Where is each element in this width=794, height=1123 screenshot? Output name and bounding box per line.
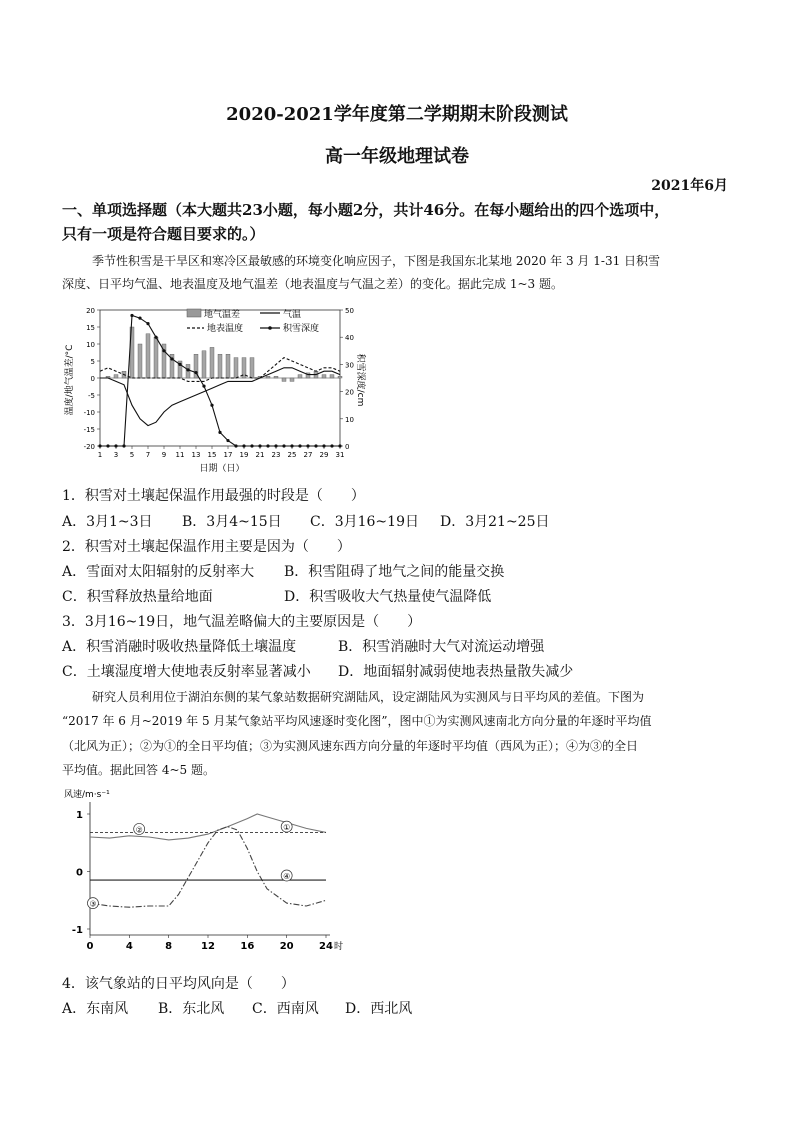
chart1-xtick-label: 27 xyxy=(303,451,313,459)
q1-option-a[interactable]: A．3月1~3日 xyxy=(62,514,153,530)
section-heading-line2: 只有一项是符合题目要求的。） xyxy=(62,225,265,243)
chart1-y2tick-label: 30 xyxy=(345,361,354,370)
q2-option-d[interactable]: D．积雪吸收大气热量使气温降低 xyxy=(284,589,492,605)
legend-diff: 地气温差 xyxy=(204,310,241,320)
snow-depth-point xyxy=(210,404,213,407)
q3-option-d[interactable]: D．地面辐射减弱使地表热量散失减少 xyxy=(338,664,574,680)
snow-depth-point xyxy=(290,444,293,447)
snow-depth-point xyxy=(106,444,109,447)
snow-depth-point xyxy=(314,444,317,447)
snow-depth-point xyxy=(170,357,173,360)
chart1-xtick-label: 7 xyxy=(145,451,151,459)
diff-bar xyxy=(114,375,118,378)
snow-depth-point xyxy=(146,322,149,325)
legend-snow-marker xyxy=(268,326,272,330)
q4-option-a[interactable]: A．东南风 xyxy=(62,1001,129,1017)
snow-depth-point xyxy=(322,444,325,447)
passage2-line3: （北风为正）；②为①的全日平均值；③为实测风速东西方向分量的年逐时平均值（西风为正）；④为③的全日 xyxy=(62,739,639,753)
snow-depth-point xyxy=(338,444,341,447)
diff-bar xyxy=(282,378,286,381)
diff-bar xyxy=(226,354,230,378)
chart1-y2tick-label: 10 xyxy=(345,415,354,424)
chart1-xtick-label: 13 xyxy=(191,451,201,459)
wind-series-label: ③ xyxy=(89,899,97,909)
snow-depth-point xyxy=(114,444,117,447)
page-subtitle: 高一年级地理试卷 xyxy=(325,146,469,167)
q2-option-a[interactable]: A．雪面对太阳辐射的反射率大 xyxy=(62,564,255,580)
chart2-ylabel: 风速/m·s⁻¹ xyxy=(64,790,110,800)
snow-depth-point xyxy=(258,444,261,447)
snow-depth-point xyxy=(202,385,205,388)
diff-bar xyxy=(298,375,302,378)
chart1-y2tick-label: 20 xyxy=(345,388,354,397)
chart1-xtick-label: 9 xyxy=(161,451,167,459)
snow-depth-point xyxy=(162,349,165,352)
chart1-xtick-label: 17 xyxy=(223,451,233,459)
q4-option-b[interactable]: B．东北风 xyxy=(158,1001,225,1017)
chart1-xtick-label: 25 xyxy=(287,451,297,459)
snow-depth-point xyxy=(194,371,197,374)
diff-bar xyxy=(274,376,278,378)
chart1-xtick-label: 19 xyxy=(239,451,249,459)
chart2-xtick-label: 24 xyxy=(319,941,333,952)
exam-date: 2021年6月 xyxy=(651,178,728,194)
chart1-ytick-label: -5 xyxy=(88,392,95,400)
page-title: 2020-2021学年度第二学期期末阶段测试 xyxy=(226,104,568,125)
snow-depth-point xyxy=(274,444,277,447)
chart1-ytick-label: -20 xyxy=(83,443,95,451)
q2-option-b[interactable]: B．积雪阻碍了地气之间的能量交换 xyxy=(284,564,505,580)
snow-depth-point xyxy=(242,444,245,447)
question-2-stem: 2．积雪对土壤起保温作用主要是因为（ ） xyxy=(62,539,351,555)
diff-bar xyxy=(202,351,206,378)
diff-bar xyxy=(322,375,326,378)
chart1-y2tick-label: 50 xyxy=(345,307,354,315)
snow-depth-point xyxy=(266,444,269,447)
chart1-legend xyxy=(187,308,319,334)
q3-option-b[interactable]: B．积雪消融时大气对流运动增强 xyxy=(338,639,545,655)
snow-depth-point xyxy=(154,336,157,339)
diff-bar xyxy=(210,347,214,378)
snow-depth-point xyxy=(250,444,253,447)
q1-option-b[interactable]: B．3月4~15日 xyxy=(182,514,282,530)
snow-depth-point xyxy=(186,368,189,371)
chart1-ytick-label: 10 xyxy=(86,341,95,349)
wind-speed-chart xyxy=(62,786,362,964)
section-heading-line1: 一、单项选择题（本大题共23小题，每小题2分，共计46分。在每小题给出的四个选项中， xyxy=(62,201,670,219)
chart1-xtick-label: 3 xyxy=(113,451,119,459)
diff-bar xyxy=(218,354,222,378)
chart1-ylabel: 温度/地气温差/°C xyxy=(65,344,75,416)
chart1-ytick-label: 15 xyxy=(86,324,95,332)
chart2-xtick-label: 20 xyxy=(279,941,294,952)
chart2-ytick-label: -1 xyxy=(71,925,83,936)
passage1-line2: 深度、日平均气温、地表温度及地气温差（地表温度与气温之差）的变化。据此完成 1~3 题。 xyxy=(62,277,563,291)
snow-depth-point xyxy=(330,444,333,447)
chart2-axes xyxy=(72,802,343,952)
chart2-ytick-label: 0 xyxy=(76,867,83,879)
chart1-xtick-label: 15 xyxy=(207,451,217,459)
chart2-xtick-label: 12 xyxy=(201,941,215,952)
diff-bar xyxy=(138,344,142,378)
diff-bar xyxy=(234,358,238,378)
diff-bar xyxy=(330,375,334,378)
passage2-line4: 平均值。据此回答 4~5 题。 xyxy=(62,763,215,777)
chart2-xtick-label: 4 xyxy=(125,941,133,952)
chart1-xtick-label: 29 xyxy=(319,451,329,459)
snow-depth-point xyxy=(122,444,125,447)
snow-depth-point xyxy=(306,444,309,447)
chart1-y2label: 积雪深度/cm xyxy=(355,353,365,407)
snow-depth-point xyxy=(282,444,285,447)
diff-bar xyxy=(266,376,270,378)
snow-depth-point xyxy=(98,444,101,447)
passage1-line1: 季节性积雪是干旱区和寒冷区最敏感的环境变化响应因子，下图是我国东北某地 2020 年 3 月 1-31 日积雪 xyxy=(92,254,661,268)
q4-option-c[interactable]: C．西南风 xyxy=(252,1001,319,1017)
snow-depth-point xyxy=(234,444,237,447)
q4-option-d[interactable]: D．西北风 xyxy=(345,1001,413,1017)
chart2-xtick-label: 16 xyxy=(240,941,255,952)
snow-depth-point xyxy=(138,317,141,320)
q1-option-c[interactable]: C．3月16~19日 xyxy=(310,514,419,530)
chart1-xtick-label: 23 xyxy=(271,451,281,459)
chart2-xtick-label: 8 xyxy=(165,941,173,952)
wind-series-label: ① xyxy=(283,823,291,833)
question-4-stem: 4．该气象站的日平均风向是（ ） xyxy=(62,976,295,992)
question-1-stem: 1．积雪对土壤起保温作用最强的时段是（ ） xyxy=(62,488,365,504)
chart1-y2tick-label: 40 xyxy=(345,334,354,343)
chart2-lines xyxy=(87,814,326,909)
diff-bar xyxy=(146,334,150,378)
legend-air: 气温 xyxy=(283,310,302,320)
chart1-xtick-label: 31 xyxy=(335,451,345,459)
diff-bar xyxy=(250,358,254,378)
snow-depth-line xyxy=(100,315,340,446)
chart2-ytick-label: 1 xyxy=(76,810,83,821)
chart1-xtick-label: 5 xyxy=(129,451,135,459)
diff-bar xyxy=(290,378,294,381)
q1-option-d[interactable]: D．3月21~25日 xyxy=(440,514,550,530)
chart1-ytick-label: 5 xyxy=(90,358,95,366)
chart1-ytick-label: -10 xyxy=(83,409,95,417)
chart1-xtick-label: 1 xyxy=(97,451,103,459)
wind-series-label: ④ xyxy=(283,872,291,882)
passage2-line2: “2017 年 6 月~2019 年 5 月某气象站平均风速逐时变化图”，图中①为实测风速南北方向分量的年逐时平均值 xyxy=(62,714,652,728)
legend-surface: 地表温度 xyxy=(207,324,244,334)
q3-option-a[interactable]: A．积雪消融时吸收热量降低土壤温度 xyxy=(62,639,297,655)
snow-depth-point xyxy=(178,363,181,366)
q3-option-c[interactable]: C．土壤湿度增大使地表反射率显著减小 xyxy=(62,664,311,680)
legend-swatch-diff xyxy=(187,309,201,317)
passage2-line1: 研究人员利用位于湖泊东侧的某气象站数据研究湖陆风，设定湖陆风为实测风与日平均风的差值。下图为 xyxy=(92,690,645,704)
snow-depth-point xyxy=(130,314,133,317)
chart1-ytick-label: 20 xyxy=(86,307,95,315)
chart1-y2tick-label: 0 xyxy=(345,443,350,451)
snow-depth-point xyxy=(298,444,301,447)
question-3-stem: 3．3月16~19日，地气温差略偏大的主要原因是（ ） xyxy=(62,614,422,630)
chart1-xlabel: 日期（日） xyxy=(199,464,245,474)
snow-temperature-chart xyxy=(62,300,365,475)
chart2-xtick-label: 0 xyxy=(86,941,94,952)
chart1-ytick-label: 0 xyxy=(90,375,95,383)
diff-bar xyxy=(338,376,342,378)
chart1-ytick-label: -15 xyxy=(83,426,95,434)
diff-bar xyxy=(154,337,158,378)
snow-depth-point xyxy=(218,431,221,434)
chart1-xtick-label: 11 xyxy=(175,451,185,459)
snow-depth-point xyxy=(226,439,229,442)
wind-series-line xyxy=(90,827,326,908)
chart1-xtick-label: 21 xyxy=(255,451,265,459)
q2-option-c[interactable]: C．积雪释放热量给地面 xyxy=(62,589,213,605)
legend-snow: 积雪深度 xyxy=(283,324,320,334)
chart2-xlabel: 时 xyxy=(334,942,344,952)
chart1-bars xyxy=(106,327,342,381)
wind-series-label: ② xyxy=(135,825,143,835)
